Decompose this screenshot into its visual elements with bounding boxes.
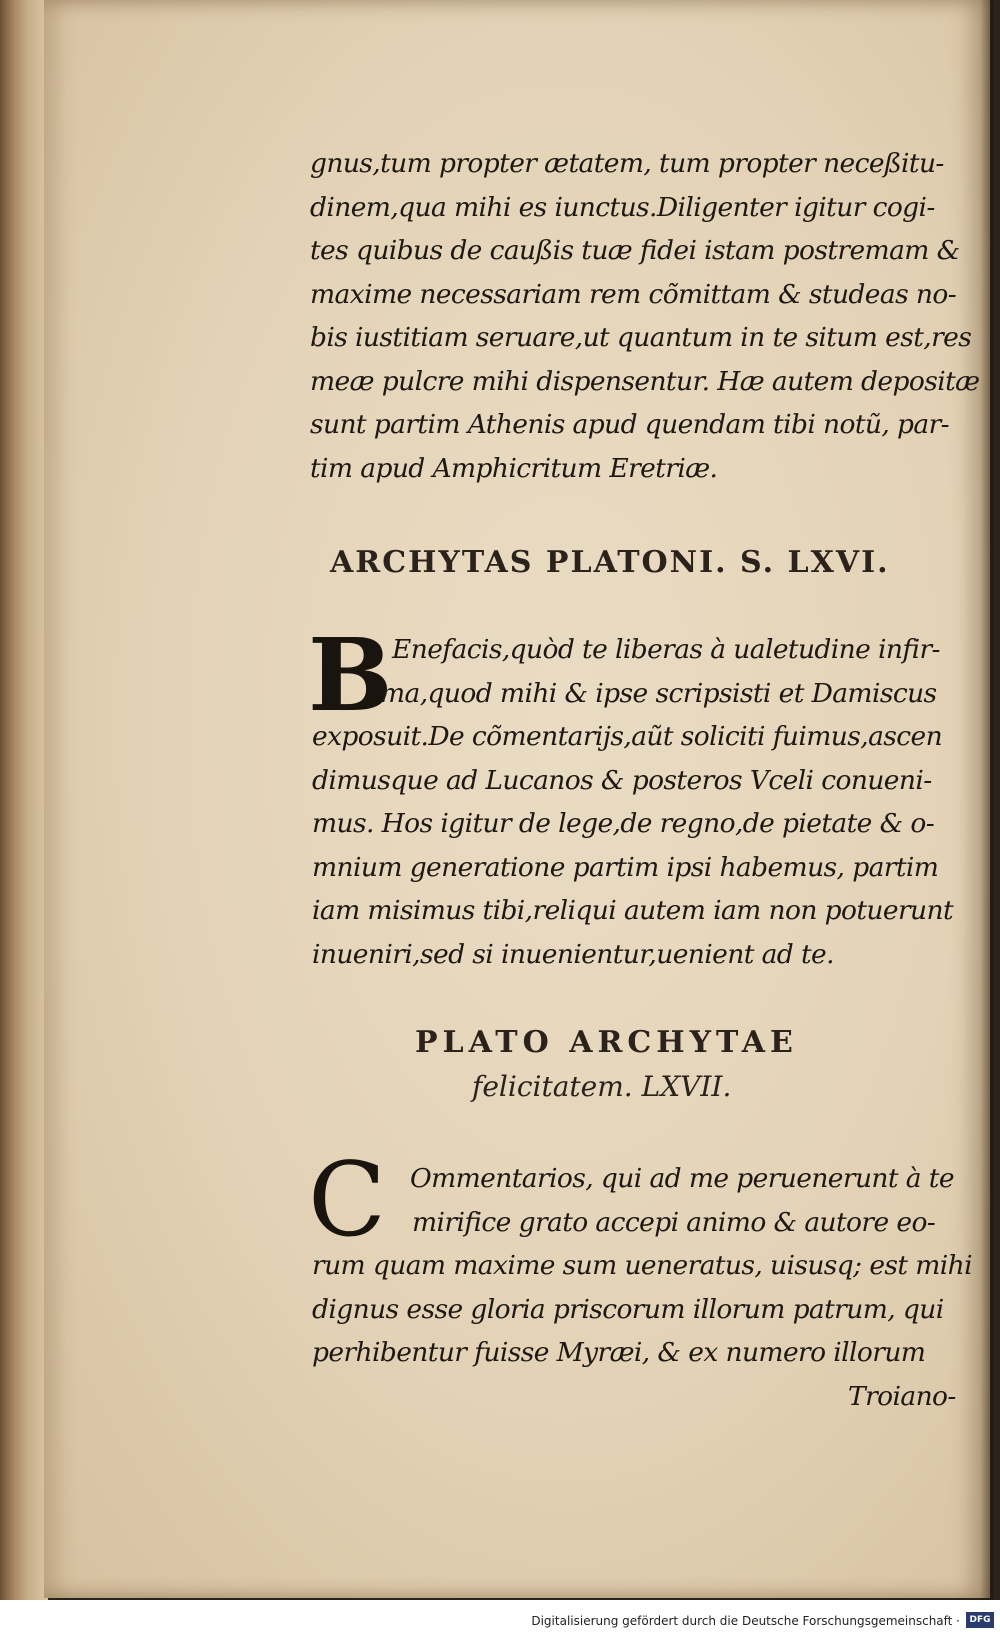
text-line: perhibentur fuisse Myræi, & ex numero illorum	[312, 1337, 926, 1368]
text-line: bis iustitiam seruare,ut quantum in te situm est,res	[310, 322, 972, 353]
text-line: Enefacis,quòd te liberas à ualetudine infir-	[392, 634, 940, 665]
text-line: dignus esse gloria priscorum illorum patrum, qui	[312, 1293, 944, 1325]
text-line: exposuit.De cõmentarijs,aũt soliciti fuimus,ascen	[312, 721, 943, 752]
dfg-logo: DFG	[966, 1612, 994, 1628]
drop-cap-c: C	[308, 1141, 387, 1260]
footer-credit: Digitalisierung gefördert durch die Deutsche Forschungsgemeinschaft ·	[531, 1614, 960, 1628]
text-line: ma,quod mihi & ipse scripsisti et Damiscus	[380, 677, 937, 709]
text-line: sunt partim Athenis apud quendam tibi notũ, par-	[310, 409, 950, 440]
top-paragraph	[310, 142, 980, 490]
text-line: tes quibus de caußis tuæ fidei istam postremam &	[310, 235, 960, 266]
catchword	[848, 1375, 968, 1419]
letter-heading-lxvii-subtitle: felicitatem. LXVII.	[472, 1070, 732, 1103]
catchword-text: Troiano-	[848, 1381, 956, 1412]
text-line: dinem,qua mihi es iunctus.Diligenter igitur cogi-	[310, 191, 935, 223]
text-line: Ommentarios, qui ad me peruenerunt à te	[410, 1163, 954, 1194]
letter-heading-lxvi: ARCHYTAS PLATONI. S. LXVI.	[330, 545, 890, 580]
gutter-shadow	[980, 0, 994, 1600]
text-line: inueniri,sed si inuenientur,uenient ad te.	[312, 938, 834, 970]
digitization-footer	[0, 1600, 1000, 1644]
text-line: iam misimus tibi,reliqui autem iam non potuerunt	[312, 895, 953, 926]
text-line: maxime necessariam rem cõmittam & studeas no-	[310, 278, 957, 310]
text-line: tim apud Amphicritum Eretriæ.	[310, 452, 718, 484]
text-line: dimusque ad Lucanos & posteros Vceli conueni-	[312, 764, 932, 796]
text-line: rum quam maxime sum ueneratus, uisusq; est mihi	[312, 1250, 973, 1281]
text-line: mus. Hos igitur de lege,de regno,de pietate & o-	[312, 808, 935, 839]
text-line: mirifice grato accepi animo & autore eo-	[412, 1206, 936, 1238]
text-line: mnium generatione partim ipsi habemus, partim	[312, 851, 939, 883]
letter-lxvi-body	[0, 628, 980, 976]
drop-cap-b: B	[308, 616, 393, 734]
text-line: gnus,tum propter ætatem, tum propter neceßitu-	[310, 148, 944, 179]
letter-heading-lxvii: PLATO ARCHYTAE	[415, 1025, 798, 1060]
text-line: meæ pulcre mihi dispensentur. Hæ autem depositæ	[310, 365, 980, 397]
letter-lxvii-body	[0, 1157, 980, 1375]
